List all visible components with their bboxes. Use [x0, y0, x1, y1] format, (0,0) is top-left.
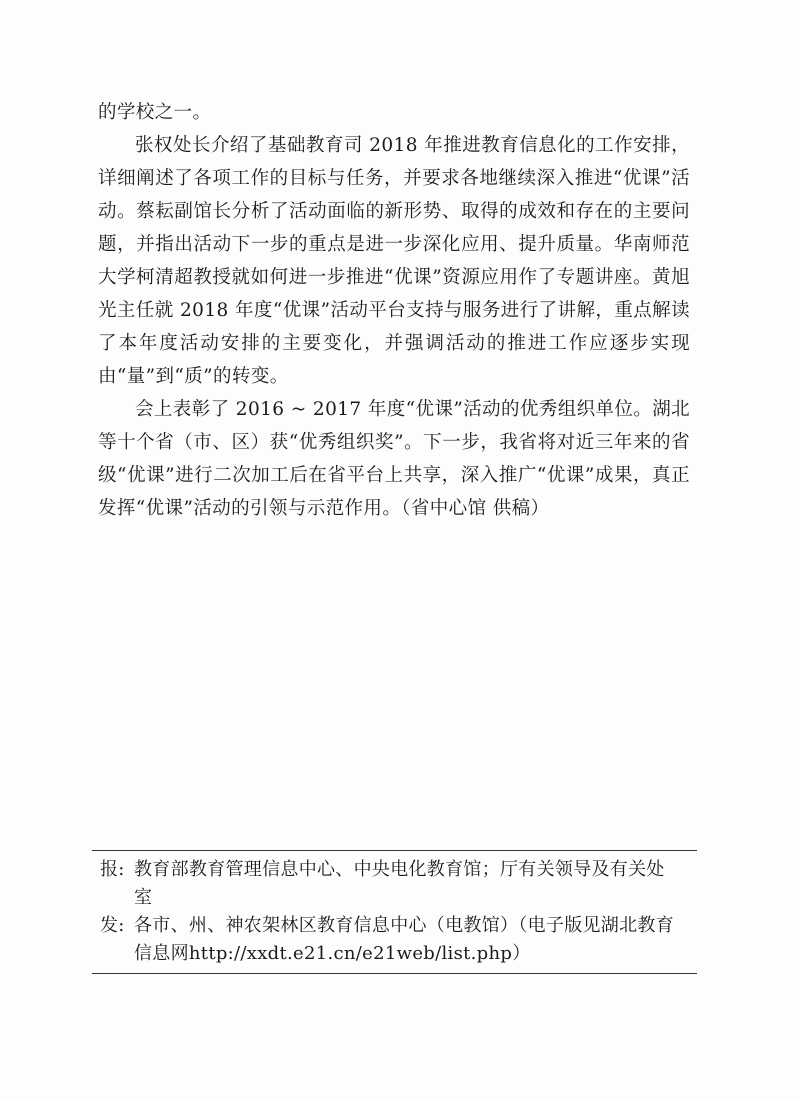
report-label: 报:: [100, 859, 125, 880]
paragraph-awards: 会上表彰了 2016 ~ 2017 年度“优课”活动的优秀组织单位。湖北等十个省（市、区）获“优秀组织奖”。下一步，我省将对近三年来的省级“优课”进行二次加工后在省平台上共享，深入推广“优课”成果，真正发挥“优课”活动的引领与示范作用。（省中心馆 供稿）: [98, 399, 691, 519]
distribution-block: [100, 856, 675, 968]
send-row: [100, 912, 675, 968]
report-row: [100, 856, 675, 912]
paragraph-continuation: 的学校之一。: [98, 102, 212, 123]
body-text: [98, 96, 690, 525]
bottom-divider: [92, 973, 697, 974]
top-divider: [92, 850, 697, 851]
paragraph-meeting-speakers: 张权处长介绍了基础教育司 2018 年推进教育信息化的工作安排，详细阐述了各项工作的目标与任务，并要求各地继续深入推进“优课”活动。蔡耘副馆长分析了活动面临的新形势、取得的成效和存在的主要问题，并指出活动下一步的重点是进一步深化应用、提升质量。华南师范大学柯清超教授就如何进一步推进“优课”资源应用作了专题讲座。黄旭光主任就 2018 年度“优课”活动平台支持与服务进行了讲解，重点解读了本年度活动安排的主要变化，并强调活动的推进工作应逐步实现由“量”到“质”的转变。: [98, 135, 690, 387]
send-recipients: 各市、州、神农架林区教育信息中心（电教馆）（电子版见湖北教育信息网http://xxdt.e21.cn/e21web/list.php）: [134, 915, 674, 964]
send-label: 发:: [100, 915, 125, 936]
report-recipients: 教育部教育管理信息中心、中央电化教育馆；厅有关领导及有关处室: [134, 859, 665, 908]
